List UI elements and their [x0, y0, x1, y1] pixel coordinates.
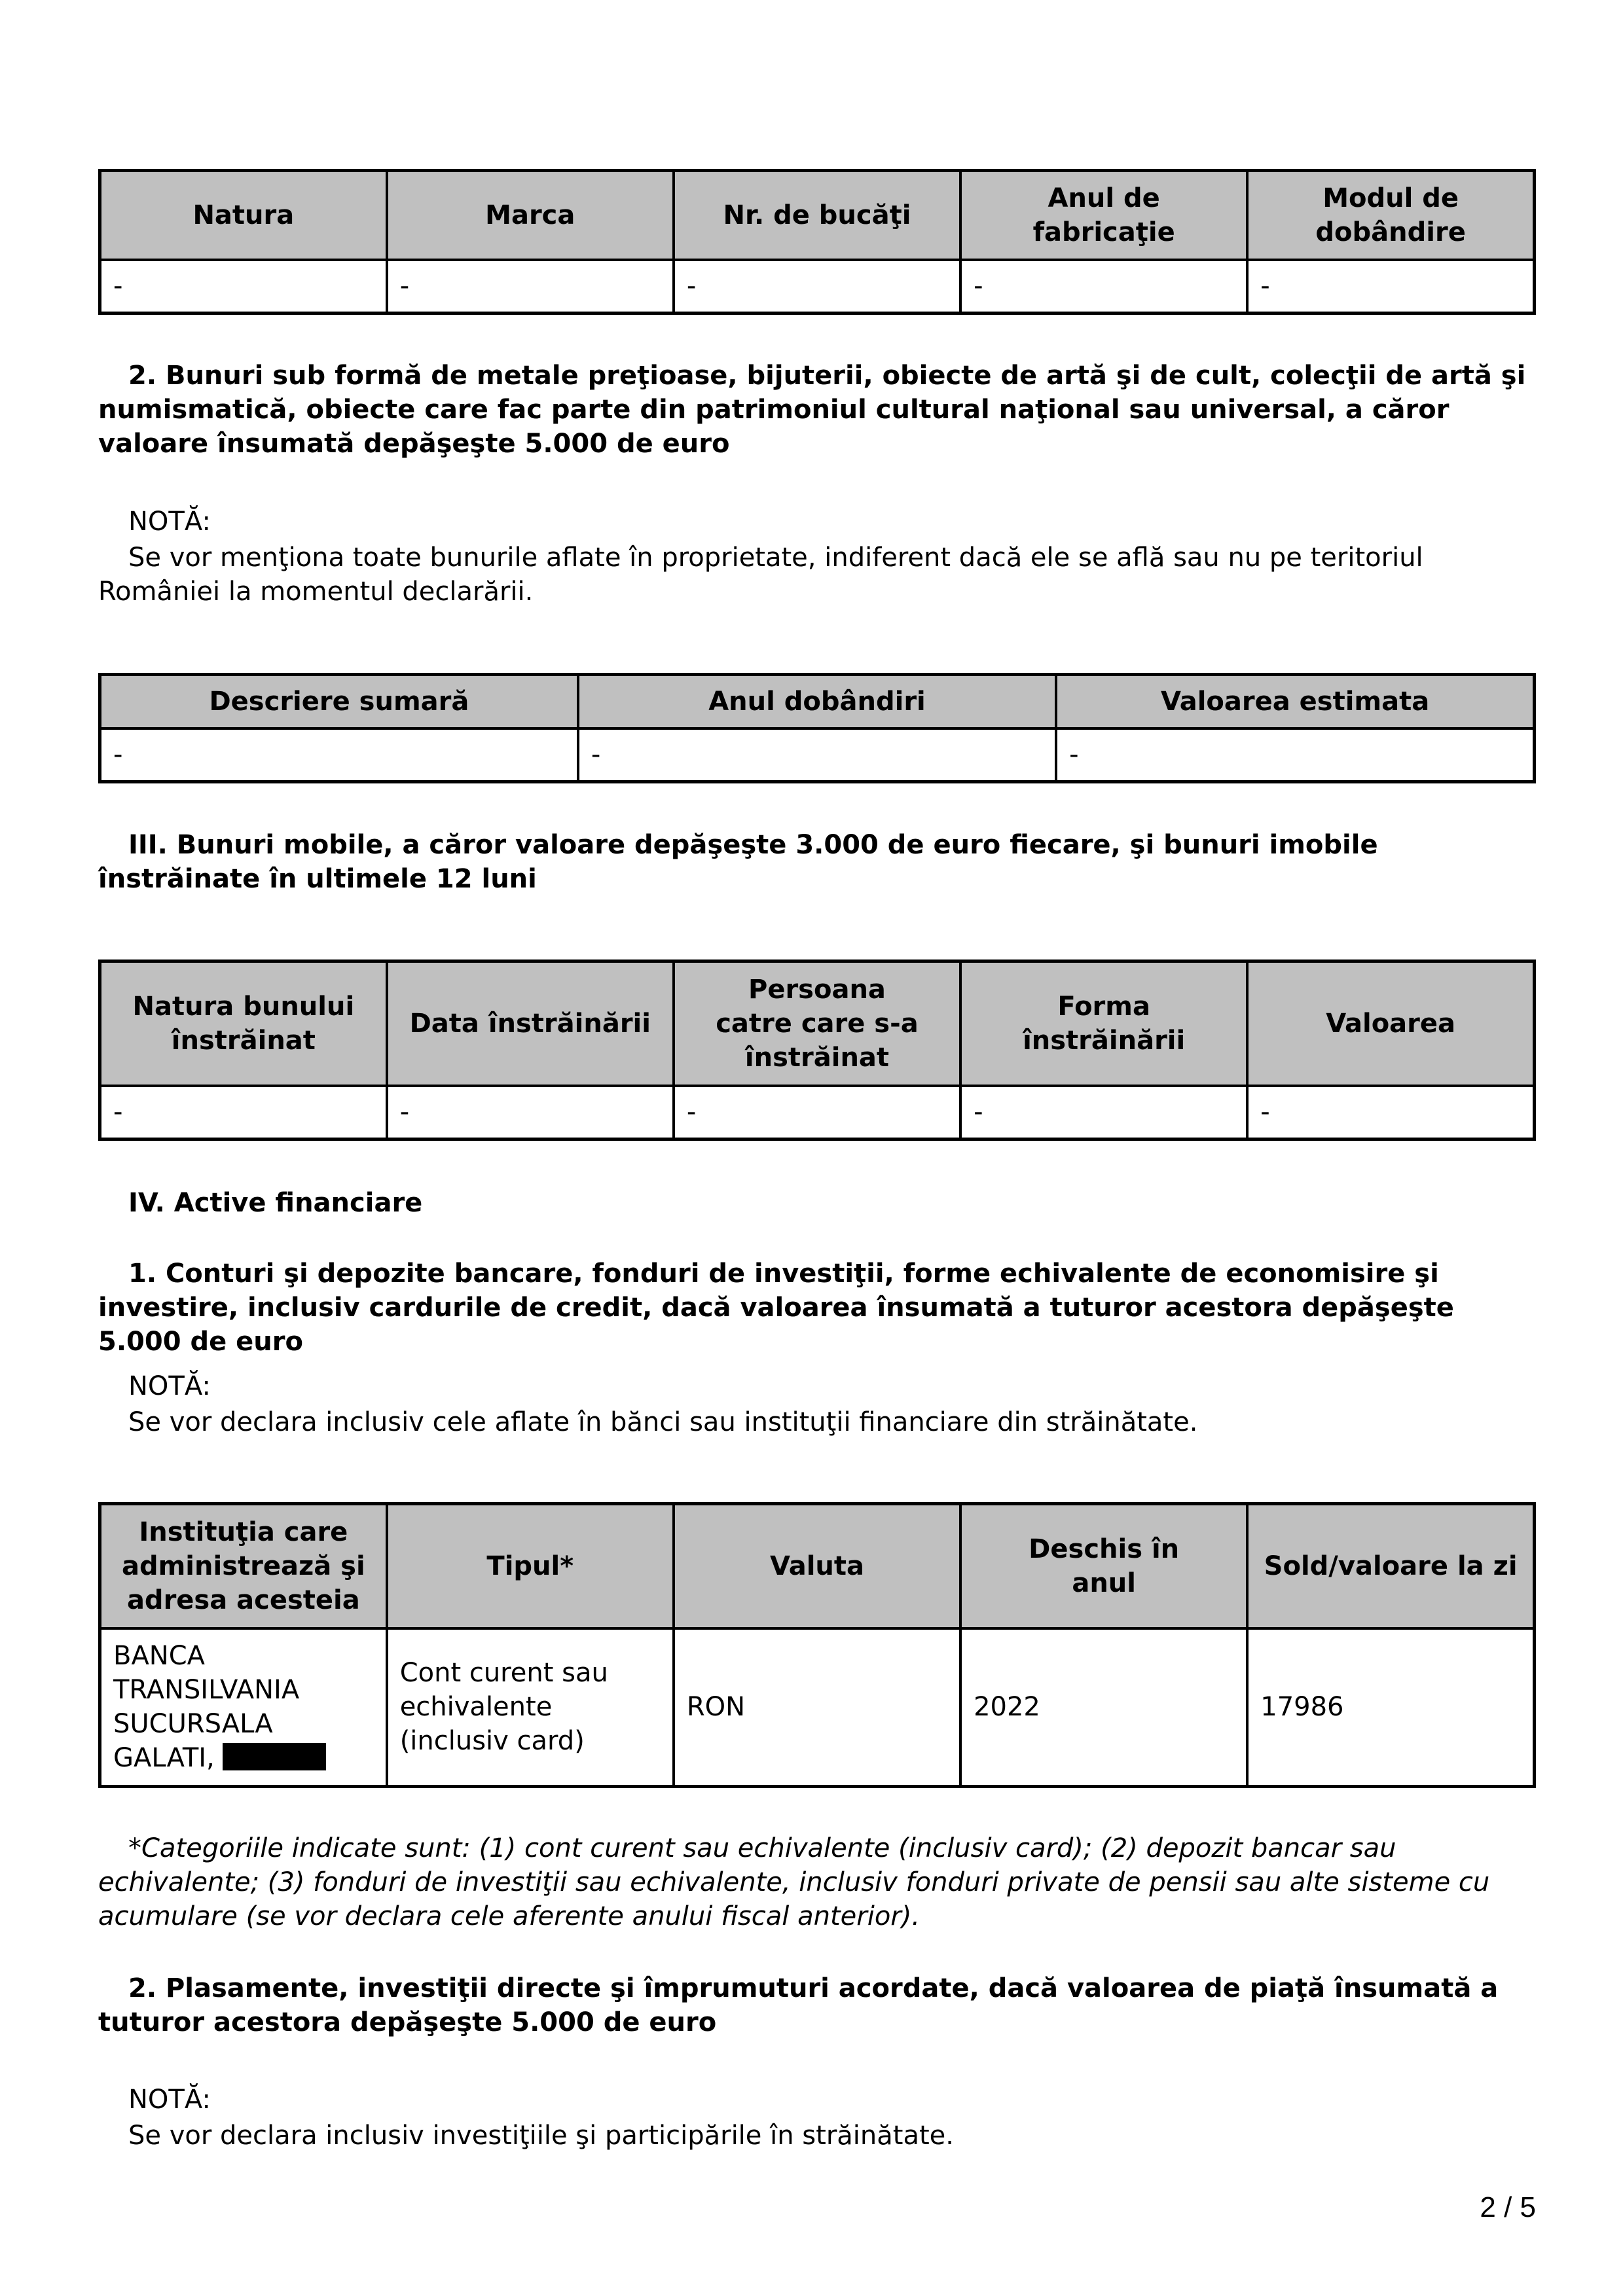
table-cell: - [1056, 728, 1534, 782]
table-header: Valoarea [1247, 961, 1534, 1086]
accounts-table [98, 1502, 1536, 1788]
redacted-address [223, 1743, 326, 1770]
table-row [100, 1628, 1535, 1787]
section-4-2-note-label: NOTĂ: [128, 2085, 211, 2115]
section-4-1-note-text: Se vor declara inclusiv cele aflate în bănci sau instituţii financiare din străinătate. [128, 1407, 1198, 1437]
alienated-table [98, 960, 1536, 1141]
table-header: Modul de dobândire [1247, 171, 1534, 260]
table-header: Persoana catre care s-a înstrăinat [674, 961, 960, 1086]
section-2-title: 2. Bunuri sub formă de metale preţioase, bijuterii, obiecte de artă şi de cult, colecţii de artă şi numismatică, obiecte care fac parte din patrimoniul cultural naţional sau universal, a căror valoare însumată depăşeşte 5.000 de euro [98, 361, 1526, 459]
table-cell: - [100, 728, 578, 782]
table-cell: - [674, 1086, 960, 1139]
table-header: Deschis în anul [960, 1504, 1247, 1628]
account-type-cell: Cont curent sau echivalente (inclusiv card) [387, 1628, 674, 1787]
table-cell: - [100, 260, 387, 314]
section-4-1-title: 1. Conturi şi depozite bancare, fonduri de investiţii, forme echivalente de economisire şi investire, inclusiv cardurile de credit, dacă valoarea însumată a tuturor acestora depăşeşte 5.000 de euro [98, 1259, 1454, 1357]
balance-cell: 17986 [1247, 1628, 1534, 1787]
section-4-2-title: 2. Plasamente, investiţii directe şi împrumuturi acordate, dacă valoarea de piaţă însumată a tuturor acestora depăşeşte 5.000 de euro [98, 1973, 1499, 2037]
table-row [100, 728, 1535, 782]
table-header: Nr. de bucăţi [674, 171, 960, 260]
table-header: Natura bunului înstrăinat [100, 961, 387, 1086]
table-header: Forma înstrăinării [960, 961, 1247, 1086]
table-cell: - [960, 260, 1247, 314]
table-cell: - [387, 1086, 674, 1139]
table-header: Descriere sumară [100, 675, 578, 728]
section-4-1-note-label: NOTĂ: [128, 1371, 211, 1401]
table-cell: - [100, 1086, 387, 1139]
section-4-2-note-text: Se vor declara inclusiv investiţiile şi participările în străinătate. [128, 2121, 954, 2151]
table-cell: - [578, 728, 1056, 782]
table-header: Anul dobândiri [578, 675, 1056, 728]
table-header: Data înstrăinării [387, 961, 674, 1086]
footnote: *Categoriile indicate sunt: (1) cont curent sau echivalente (inclusiv card); (2) depozit bancar sau echivalente; (3) fonduri de investiţii sau echivalente, inclusiv fonduri private de pensii sau alte sisteme cu acumulare (se vor declara cele aferente anului fiscal anterior). [98, 1833, 1490, 1931]
institution-name: BANCA TRANSILVANIA SUCURSALA GALATI, [113, 1641, 300, 1774]
section-3-title: III. Bunuri mobile, a căror valoare depăşeşte 3.000 de euro fiecare, şi bunuri imobile înstrăinate în ultimele 12 luni [98, 830, 1378, 894]
table-cell: - [674, 260, 960, 314]
table-header: Valuta [674, 1504, 960, 1628]
institution-cell [100, 1628, 387, 1787]
section-2-note-label: NOTĂ: [128, 507, 211, 537]
section-2-note-text: Se vor menţiona toate bunurile aflate în proprietate, indiferent dacă ele se află sau nu pe teritoriul României la momentul declarării. [98, 543, 1423, 607]
table-cell: - [387, 260, 674, 314]
table-header: Instituţia care administrează şi adresa acesteia [100, 1504, 387, 1628]
page-number: 2 / 5 [1480, 2191, 1536, 2223]
table-row [100, 260, 1535, 314]
table-header: Sold/valoare la zi [1247, 1504, 1534, 1628]
valuables-table [98, 673, 1536, 783]
table-row [100, 1086, 1535, 1139]
table-header: Natura [100, 171, 387, 260]
table-cell: - [1247, 260, 1534, 314]
vehicles-table [98, 169, 1536, 315]
table-header: Marca [387, 171, 674, 260]
table-header: Tipul* [387, 1504, 674, 1628]
table-header: Valoarea estimata [1056, 675, 1534, 728]
table-cell: - [960, 1086, 1247, 1139]
section-4-title: IV. Active financiare [128, 1188, 423, 1218]
currency-cell: RON [674, 1628, 960, 1787]
table-cell: - [1247, 1086, 1534, 1139]
opened-year-cell: 2022 [960, 1628, 1247, 1787]
table-header: Anul de fabricaţie [960, 171, 1247, 260]
